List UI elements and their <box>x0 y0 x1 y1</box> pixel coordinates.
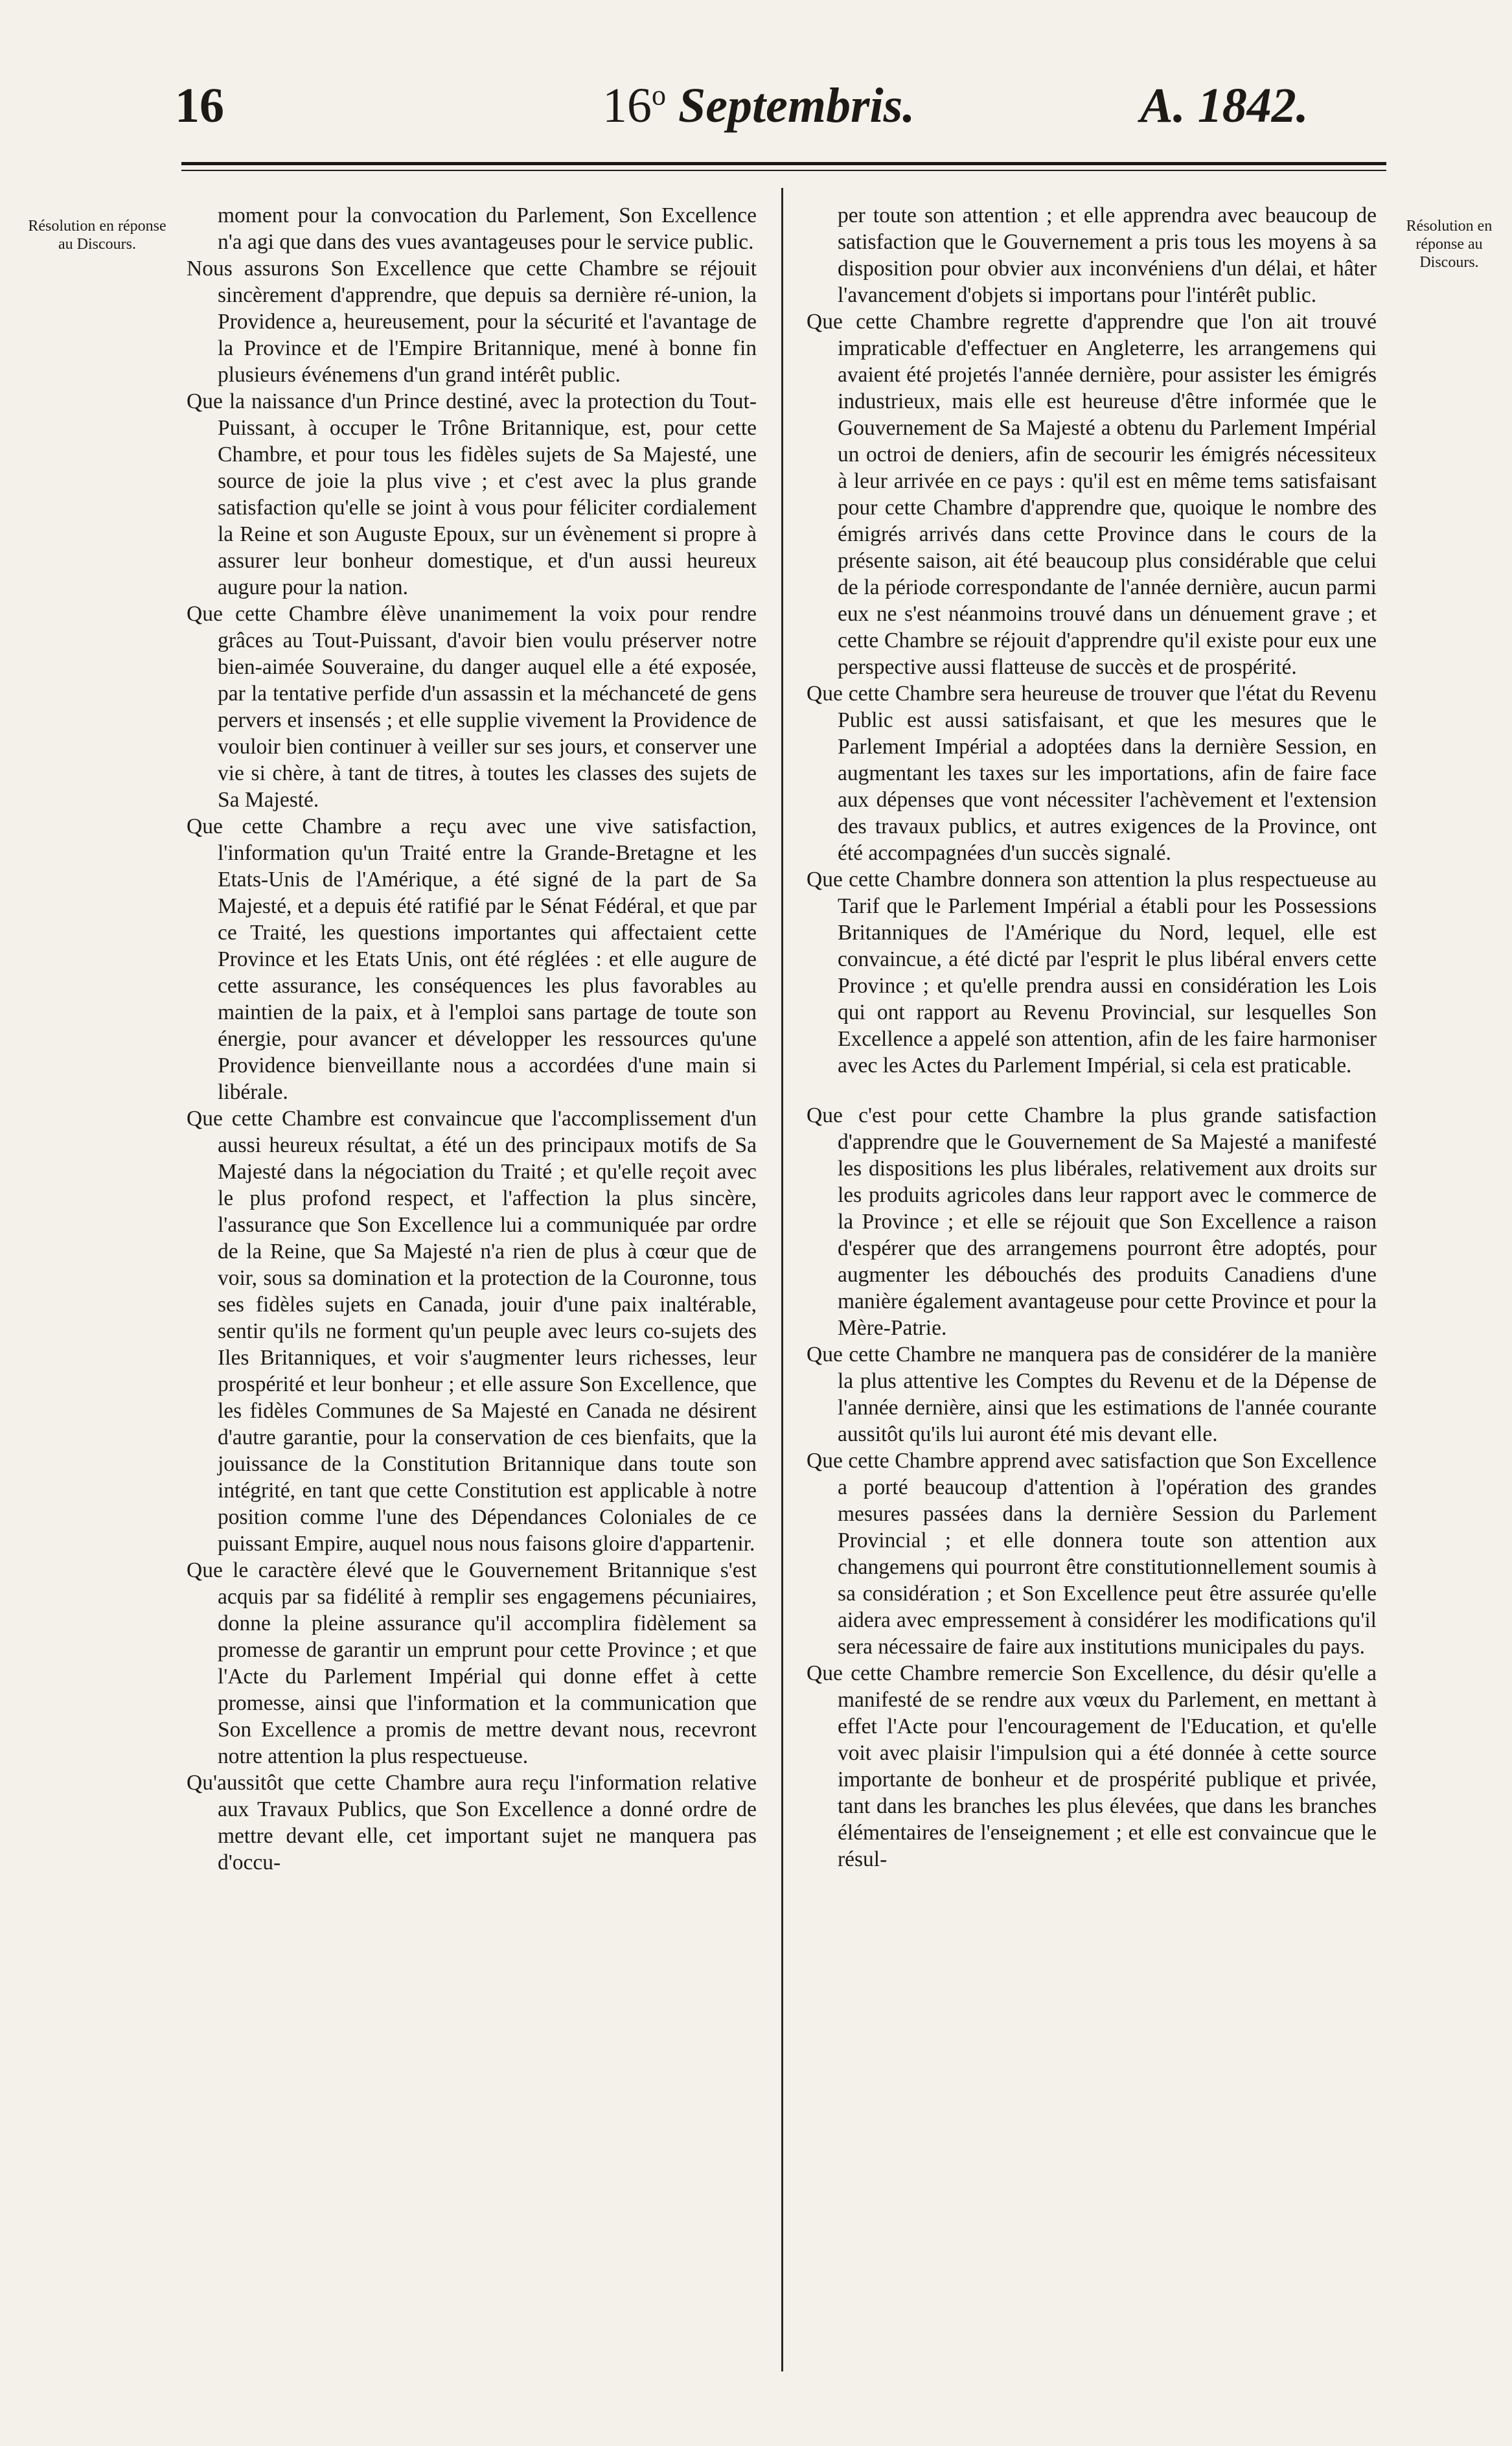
paragraph: Que le caractère élevé que le Gouvernement Britannique s'est acquis par sa fidélité à remplir ses engagemens pécuniaires, donne la pleine assurance qu'il accomplira fidèlement sa promesse de garantir un emprunt pour cette Province ; et que l'Acte du Parlement Impérial qui donne effet à cette promesse, ainsi que l'information et la communication que Son Excellence a promis de mettre devant nous, recevront notre attention la plus respectueuse. <box>187 1558 757 1768</box>
paragraph: per toute son attention ; et elle apprendra avec beaucoup de satisfaction que le Gouvernement a pris tous les moyens à sa disposition pour obvier aux inconvéniens d'un délai, et hâter l'avancement d'objets si importans pour l'intérêt public. <box>838 203 1377 307</box>
paragraph: Que cette Chambre est convaincue que l'accomplissement d'un aussi heureux résultat, a été un des principaux motifs de Sa Majesté dans la négociation du Traité ; et qu'elle reçoit avec le plus profond respect, et l'affection la plus sincère, l'assurance que Son Excellence lui a communiquée par ordre de la Reine, que Sa Majesté n'a rien de plus à cœur que de voir, sous sa domination et la protection de la Couronne, tous ses fidèles sujets en Canada, jouir d'une paix inaltérable, sentir qu'ils ne forment qu'un peuple avec leurs co-sujets des Iles Britanniques, et voir s'augmenter leurs richesses, leur prospérité et leur bonheur ; et elle assure Son Excellence, que les fidèles Communes de Sa Majesté en Canada ne désirent d'autre garantie, pour la conservation de ces bienfaits, que la jouissance de la Constitution Britannique dans toute son intégrité, en tant que cette Constitution est applicable à notre position comme l'une des Dépendances Coloniales de ce puissant Empire, auquel nous nous faisons gloire d'appartenir. <box>187 1107 757 1556</box>
page-header <box>0 78 1512 149</box>
date-day: 16 <box>602 78 652 133</box>
margin-note-left: Résolution en réponse au Discours. <box>28 218 166 253</box>
margin-note-right: Résolution en réponse au Discours. <box>1406 218 1493 271</box>
paragraph: Que cette Chambre regrette d'apprendre que l'on ait trouvé impraticable d'effectuer en Angleterre, les arrangemens qui avaient été projetés l'année dernière, pour assister les émigrés industrieux, mais elle est heureuse d'être informée que le Gouvernement de Sa Majesté a obtenu du Parlement Impérial un octroi de deniers, afin de secourir les émigrés nécessiteux à leur arrivée en ce pays : qu'il est en même tems satisfaisant pour cette Chambre d'apprendre que, quoique le nombre des émigrés arrivés dans cette Province dans le cours de la présente saison, ait été beaucoup plus considérable que celui de la période correspondante de l'année dernière, aucun parmi eux ne s'est néanmoins trouvé dans un dénuement grave ; et cette Chambre se réjouit d'apprendre qu'il existe pour eux une perspective aussi flatteuse de succès et de prospérité. <box>807 310 1377 679</box>
header-rule-thin <box>181 170 1386 171</box>
paragraph: Que cette Chambre donnera son attention la plus respectueuse au Tarif que le Parlement Impérial a établi pour les Possessions Britanniques de l'Amérique du Nord, lequel, elle est convaincue, a été dicté par l'esprit le plus libéral envers cette Province ; et qu'elle prendra aussi en considération les Lois qui ont rapport au Revenu Provincial, sur lesquelles Son Excellence a appelé son attention, afin de les faire harmoniser avec les Actes du Parlement Impérial, si cela est praticable. <box>807 868 1377 1078</box>
page-date <box>602 78 915 134</box>
paragraph: Que cette Chambre élève unanimement la voix pour rendre grâces au Tout-Puissant, d'avoir bien voulu préserver notre bien-aimée Souveraine, du danger auquel elle a été exposée, par la tentative perfide d'un assassin et la méchanceté de gens pervers et insensés ; et elle supplie vivement la Providence de vouloir bien continuer à veiller sur ses jours, et conserver une vie si chère, à tant de titres, à toutes les classes des sujets de Sa Majesté. <box>187 602 757 812</box>
header-rule-thick <box>181 162 1386 165</box>
paragraph: Que cette Chambre ne manquera pas de considérer de la manière la plus attentive les Comptes du Revenu et de la Dépense de l'année dernière, ainsi que les estimations de l'année courante aussitôt qu'ils lui auront été mis devant elle. <box>807 1343 1377 1446</box>
left-column <box>187 202 757 1876</box>
column-divider <box>781 188 783 2371</box>
paragraph: Que cette Chambre remercie Son Excellence, du désir qu'elle a manifesté de se rendre aux vœux du Parlement, en mettant à effet l'Acte pour l'encouragement de l'Education, et qu'elle voit avec plaisir l'impulsion qui a été donnée à cette source importante de bonheur et de prospérité publique et privée, tant dans les branches les plus élevées, que dans les branches élémentaires de l'enseignement ; et elle est convaincue que le résul- <box>807 1661 1377 1871</box>
paragraph: moment pour la convocation du Parlement, Son Excellence n'a agi que dans des vues avantageuses pour le service public. <box>218 203 757 254</box>
right-column <box>807 202 1377 1873</box>
paragraph: Que cette Chambre sera heureuse de trouver que l'état du Revenu Public est aussi satisfaisant, et que les mesures que le Parlement Impérial a adoptées dans la dernière Session, en augmentant les taxes sur les importations, afin de faire face aux dépenses que vont nécessiter l'achèvement et l'extension des travaux publics, et autres exigences de la Province, ont été accompagnées d'un succès signalé. <box>807 682 1377 865</box>
date-month: Septembris. <box>678 78 915 133</box>
paragraph: Que c'est pour cette Chambre la plus grande satisfaction d'apprendre que le Gouvernement de Sa Majesté a manifesté les dispositions les plus libérales, relativement aux droits sur les produits agricoles dans leur rapport avec le commerce de la Province ; et elle se réjouit que Son Excellence a raison d'espérer que des arrangemens pourront être adoptés, pour augmenter les débouchés des produits Canadiens d'une manière également avantageuse pour cette Province et pour la Mère-Patrie. <box>807 1103 1377 1340</box>
paragraph: Nous assurons Son Excellence que cette Chambre se réjouit sincèrement d'apprendre, que depuis sa dernière ré-union, la Providence a, heureusement, pour la sécurité et l'avantage de la Province et de l'Empire Britannique, mené à bonne fin plusieurs événemens d'un grand intérêt public. <box>187 257 757 387</box>
page-year: A. 1842. <box>1140 78 1309 133</box>
page-number: 16 <box>175 78 224 133</box>
date-day-suffix: o <box>652 79 666 111</box>
paragraph: Que cette Chambre a reçu avec une vive satisfaction, l'information qu'un Traité entre la Grande-Bretagne et les Etats-Unis de l'Amérique, a été signé de la part de Sa Majesté, et a depuis été ratifié par le Sénat Fédéral, et que par ce Traité, les questions importantes qui affectaient cette Province et les Etats Unis, ont été réglées : et elle augure de cette assurance, les conséquences les plus favorables au maintien de la paix, et à l'emploi sans partage de toute son énergie, pour avancer et développer les ressources qu'une Providence bienveillante nous a accordées d'une main si libérale. <box>187 814 757 1104</box>
paragraph: Que la naissance d'un Prince destiné, avec la protection du Tout-Puissant, à occuper le Trône Britannique, est, pour cette Chambre, et pour tous les fidèles sujets de Sa Majesté, une source de joie la plus vive ; et c'est avec la plus grande satisfaction qu'elle se joint à vous pour féliciter cordialement la Reine et son Auguste Epoux, sur un évènement si propre à assurer leur bonheur domestique, et d'un aussi heureux augure pour la nation. <box>187 389 757 599</box>
paragraph: Que cette Chambre apprend avec satisfaction que Son Excellence a porté beaucoup d'attention à l'opération des grandes mesures passées dans la dernière Session du Parlement Provincial ; et elle donnera toute son attention aux changemens qui pourront être constitutionnellement soumis à sa considération ; et Son Excellence peut être assurée qu'elle aidera avec empressement à considérer les modifications qu'il sera nécessaire de faire aux institutions municipales du pays. <box>807 1449 1377 1659</box>
paragraph: Qu'aussitôt que cette Chambre aura reçu l'information relative aux Travaux Publics, que Son Excellence a donné ordre de mettre devant elle, cet important sujet ne manquera pas d'occu- <box>187 1771 757 1875</box>
